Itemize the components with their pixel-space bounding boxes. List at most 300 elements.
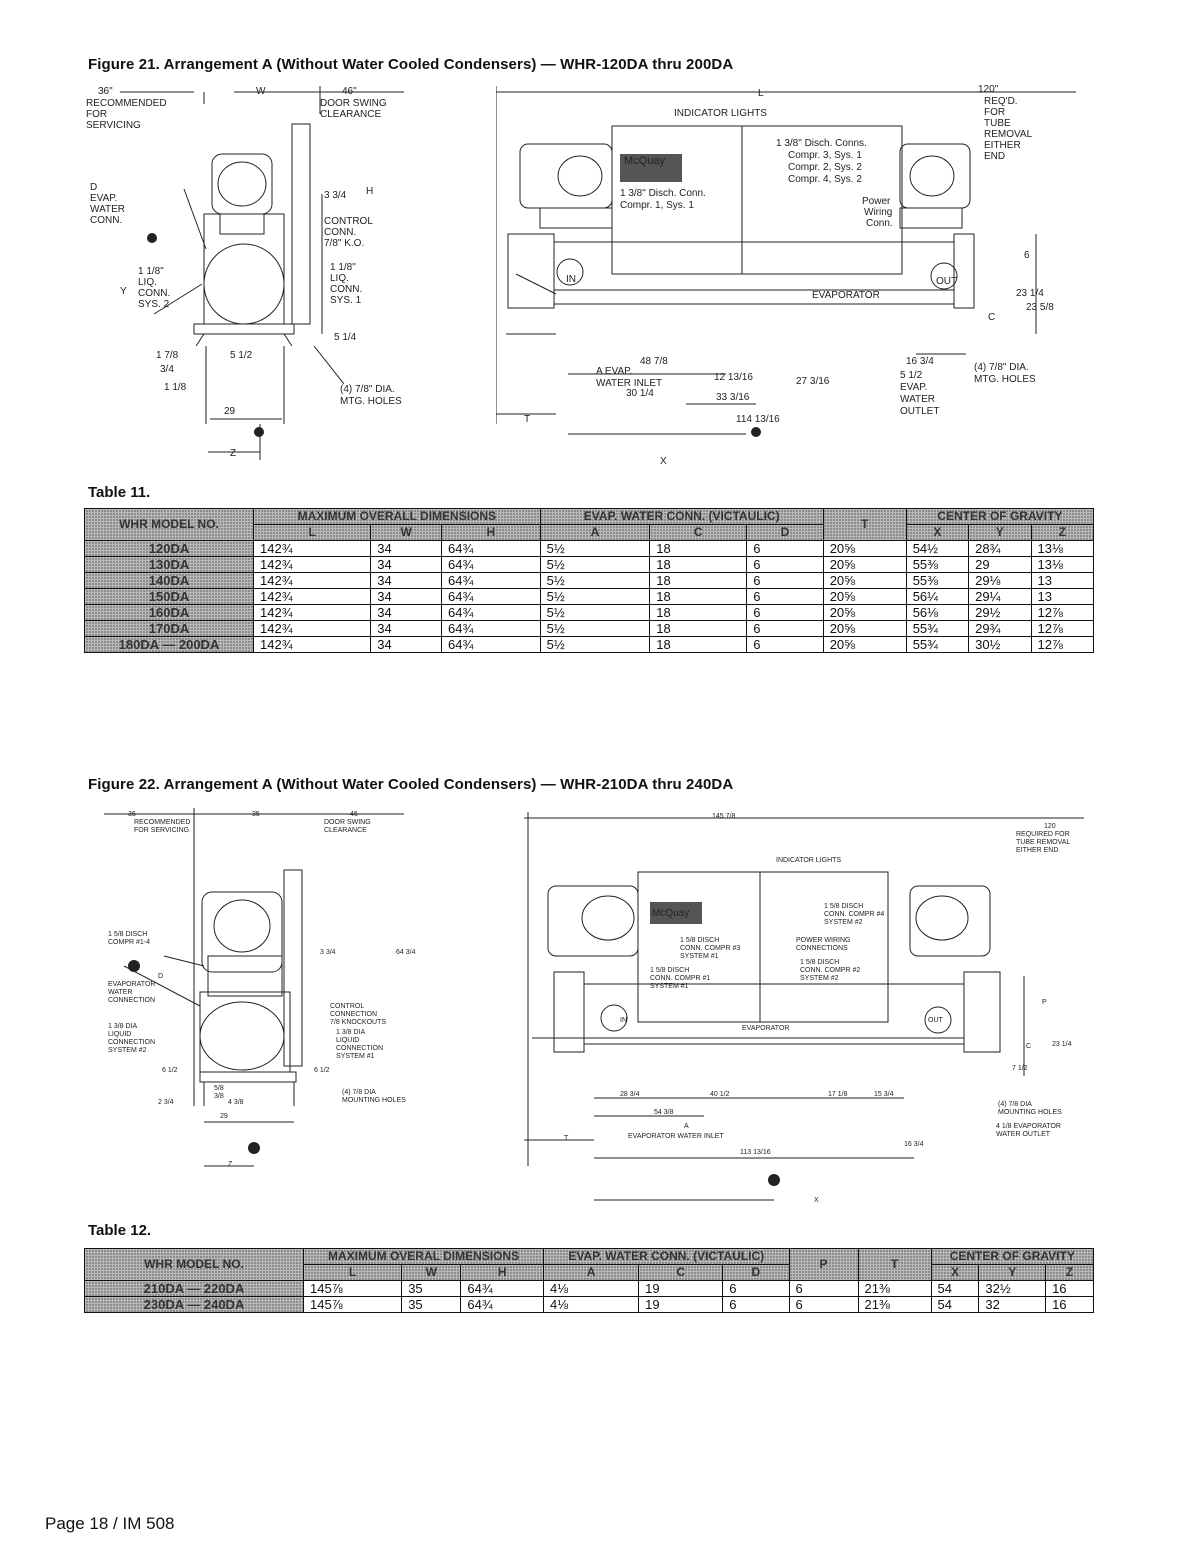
drawing-label: WATER <box>108 989 133 996</box>
drawing-label: SYSTEM #1 <box>680 953 719 960</box>
figure-22-front-view <box>524 806 1108 1206</box>
drawing-label: 1 5/8 DISCH <box>800 959 840 966</box>
drawing-label: McQuay <box>624 155 665 167</box>
drawing-label: CONN. <box>324 227 357 238</box>
drawing-label: MOUNTING HOLES <box>998 1109 1062 1116</box>
cell-a: 5½ <box>540 541 650 557</box>
cell-z: 13⅛ <box>1031 557 1094 573</box>
cell-l: 142¾ <box>254 589 371 605</box>
drawing-label: CONTROL <box>324 216 373 227</box>
cell-w: 35 <box>402 1297 461 1313</box>
drawing-label: 16 3/4 <box>904 1141 924 1148</box>
table11-subheader-z: Z <box>1031 525 1094 541</box>
cell-x: 56¼ <box>906 589 968 605</box>
drawing-label: TUBE <box>984 118 1011 129</box>
table-12 <box>84 1248 1094 1313</box>
table11-subheader-h: H <box>441 525 540 541</box>
table-row <box>85 557 1094 573</box>
drawing-label: MOUNTING HOLES <box>342 1097 406 1104</box>
cell-y: 29⅛ <box>969 573 1031 589</box>
drawing-label: 1 7/8 <box>156 350 179 361</box>
model-cell: 150DA <box>85 589 254 605</box>
cell-y: 29 <box>969 557 1031 573</box>
table-11-header-evap: EVAP. WATER CONN. (VICTAULIC) <box>540 509 823 525</box>
cell-z: 13⅛ <box>1031 541 1094 557</box>
drawing-label: 29 <box>224 406 236 417</box>
cell-z: 12⅞ <box>1031 637 1094 653</box>
table-11-header-cg: CENTER OF GRAVITY <box>906 509 1093 525</box>
cell-d: 6 <box>747 573 823 589</box>
drawing-label: CONNECTION <box>108 997 156 1004</box>
drawing-label: 5/8 <box>214 1085 224 1092</box>
cell-d: 6 <box>747 589 823 605</box>
page-footer: Page 18 / IM 508 <box>45 1514 175 1533</box>
drawing-label: 6 1/2 <box>162 1067 178 1074</box>
drawing-label: SYSTEM #2 <box>824 919 863 926</box>
drawing-label: 17 1/8 <box>828 1091 848 1098</box>
cell-y: 29¼ <box>969 589 1031 605</box>
drawing-label: 29 <box>220 1113 228 1120</box>
drawing-label: T <box>524 414 531 425</box>
cell-w: 34 <box>371 589 442 605</box>
drawing-label: 12 13/16 <box>714 372 753 383</box>
cell-y: 30½ <box>969 637 1031 653</box>
table-row <box>85 1297 1094 1313</box>
cell-z: 13 <box>1031 589 1094 605</box>
drawing-label: 1 1/8" <box>330 262 356 273</box>
drawing-label: 1 3/8 DIA <box>336 1029 366 1036</box>
drawing-label: 36 <box>128 811 136 818</box>
drawing-label: 2 3/4 <box>158 1099 174 1106</box>
cell-a: 5½ <box>540 573 650 589</box>
drawing-label: 6 1/2 <box>314 1067 330 1074</box>
drawing-label: 54 3/8 <box>654 1109 674 1116</box>
drawing-label: 40 1/2 <box>710 1091 730 1098</box>
drawing-label: LIQ. <box>330 273 349 284</box>
cell-x: 55⅜ <box>906 573 968 589</box>
drawing-label: WATER OUTLET <box>996 1131 1051 1138</box>
cell-a: 4⅛ <box>544 1281 639 1297</box>
drawing-label: WATER <box>900 394 935 405</box>
drawing-label: A EVAP. <box>596 366 633 377</box>
table-12-header-evap: EVAP. WATER CONN. (VICTAULIC) <box>544 1249 790 1265</box>
drawing-label: McQuay <box>652 908 690 919</box>
table11-subheader-d: D <box>747 525 823 541</box>
table11-subheader-y: Y <box>969 525 1031 541</box>
drawing-label: CONN. <box>138 288 171 299</box>
drawing-label: CONN. COMPR #3 <box>680 945 741 952</box>
cell-c: 18 <box>650 637 747 653</box>
table-row <box>85 541 1094 557</box>
drawing-label: D <box>158 973 164 980</box>
drawing-label: LIQUID <box>108 1031 132 1038</box>
drawing-label: Compr. 1, Sys. 1 <box>620 200 694 211</box>
table-12-title: Table 12. <box>88 1222 152 1239</box>
drawing-label: 1 5/8 DISCH <box>680 937 720 944</box>
drawing-label: (4) 7/8" DIA. <box>974 362 1029 373</box>
drawing-label: CONNECTION <box>336 1045 384 1052</box>
cell-h: 64¾ <box>441 621 540 637</box>
table-12-header-model: WHR MODEL NO. <box>85 1249 304 1281</box>
drawing-label: OUTLET <box>900 406 940 417</box>
cell-h: 64¾ <box>461 1281 544 1297</box>
figure-21-side-view <box>84 84 444 470</box>
drawing-label: 1 1/8" <box>138 266 164 277</box>
drawing-label: H <box>366 186 374 197</box>
cell-a: 4⅛ <box>544 1297 639 1313</box>
drawing-label: 1 3/8" Disch. Conn. <box>620 188 706 199</box>
table11-subheader-l: L <box>254 525 371 541</box>
drawing-label: POWER WIRING <box>796 937 851 944</box>
drawing-label: 16 3/4 <box>906 356 934 367</box>
drawing-label: 3 3/4 <box>324 190 347 201</box>
cell-d: 6 <box>747 637 823 653</box>
drawing-label: Wiring <box>864 207 893 218</box>
cell-l: 142¾ <box>254 573 371 589</box>
cell-h: 64¾ <box>441 637 540 653</box>
table-11-header-t: T <box>823 509 906 541</box>
drawing-label: EVAPORATOR WATER INLET <box>628 1133 724 1140</box>
cell-y: 29¾ <box>969 621 1031 637</box>
cell-l: 145⅞ <box>304 1281 402 1297</box>
table12-subheader-x: X <box>931 1265 979 1281</box>
table12-subheader-y: Y <box>979 1265 1046 1281</box>
drawing-label: CONN. COMPR #1 <box>650 975 711 982</box>
table12-subheader-c: C <box>639 1265 723 1281</box>
drawing-label: RECOMMENDED <box>86 98 167 109</box>
drawing-label: FOR <box>984 107 1006 118</box>
cell-c: 18 <box>650 541 747 557</box>
drawing-label: SYS. 2 <box>138 299 170 310</box>
table12-subheader-h: H <box>461 1265 544 1281</box>
drawing-label: 1 5/8 DISCH <box>650 967 690 974</box>
cell-l: 142¾ <box>254 637 371 653</box>
drawing-label: FOR SERVICING <box>134 827 190 834</box>
drawing-label: RECOMMENDED <box>134 819 191 826</box>
drawing-label: CONTROL <box>330 1003 365 1010</box>
drawing-label: 1 5/8 DISCH <box>108 931 148 938</box>
cell-d: 6 <box>723 1297 789 1313</box>
drawing-label: 6 <box>1024 250 1030 261</box>
cell-h: 64¾ <box>441 605 540 621</box>
drawing-label: CLEARANCE <box>320 109 382 120</box>
drawing-label: Power <box>862 196 891 207</box>
drawing-label: 15 3/4 <box>874 1091 894 1098</box>
drawing-label: W <box>256 86 266 97</box>
cell-t: 20⅝ <box>823 637 906 653</box>
table12-subheader-d: D <box>723 1265 789 1281</box>
cell-x: 55¾ <box>906 621 968 637</box>
drawing-label: 7/8" K.O. <box>324 238 365 249</box>
drawing-label: OUT <box>928 1017 943 1024</box>
drawing-label: 5 1/2 <box>900 370 923 381</box>
table-row <box>85 1281 1094 1297</box>
drawing-label: SYSTEM #1 <box>650 983 689 990</box>
drawing-label: CONN. COMPR #4 <box>824 911 885 918</box>
cell-l: 142¾ <box>254 605 371 621</box>
table12-subheader-w: W <box>402 1265 461 1281</box>
cell-w: 34 <box>371 541 442 557</box>
cell-h: 64¾ <box>441 589 540 605</box>
drawing-label: COMPR #1-4 <box>108 939 151 946</box>
drawing-label: REQUIRED FOR <box>1016 831 1070 838</box>
drawing-label: 33 3/16 <box>716 392 750 403</box>
cell-y: 32½ <box>979 1281 1046 1297</box>
cell-w: 34 <box>371 557 442 573</box>
table11-subheader-x: X <box>906 525 968 541</box>
drawing-label: LIQ. <box>138 277 157 288</box>
drawing-label: A <box>684 1123 689 1130</box>
drawing-label: X <box>660 456 667 467</box>
table12-subheader-a: A <box>544 1265 639 1281</box>
drawing-label: Z <box>230 448 237 459</box>
cell-t: 20⅝ <box>823 573 906 589</box>
drawing-label: Conn. <box>866 218 893 229</box>
drawing-label: CLEARANCE <box>324 827 367 834</box>
drawing-label: 3/4 <box>160 364 174 375</box>
drawing-label: SYSTEM #1 <box>336 1053 375 1060</box>
cell-a: 5½ <box>540 621 650 637</box>
drawing-label: (4) 7/8 DIA <box>342 1089 376 1096</box>
drawing-label: 7/8 KNOCKOUTS <box>330 1019 387 1026</box>
table-12-header-overall: MAXIMUM OVERAL DIMENSIONS <box>304 1249 544 1265</box>
cell-c: 19 <box>639 1297 723 1313</box>
drawing-label: CONNECTIONS <box>796 945 848 952</box>
model-cell: 160DA <box>85 605 254 621</box>
model-cell: 210DA — 220DA <box>85 1281 304 1297</box>
drawing-label: Z <box>228 1161 233 1168</box>
cell-t: 21⅜ <box>858 1297 931 1313</box>
cell-x: 55⅜ <box>906 557 968 573</box>
drawing-label: INDICATOR LIGHTS <box>674 108 767 119</box>
table-row <box>85 605 1094 621</box>
table11-subheader-c: C <box>650 525 747 541</box>
cell-w: 35 <box>402 1281 461 1297</box>
drawing-label: EITHER <box>984 140 1021 151</box>
drawing-label: 3 3/4 <box>320 949 336 956</box>
cell-c: 18 <box>650 621 747 637</box>
cell-x: 54 <box>931 1281 979 1297</box>
drawing-label: C <box>1026 1043 1032 1050</box>
drawing-label: INDICATOR LIGHTS <box>776 857 842 864</box>
drawing-label: 113 13/16 <box>740 1149 771 1156</box>
table12-subheader-l: L <box>304 1265 402 1281</box>
drawing-label: Compr. 3, Sys. 1 <box>788 150 862 161</box>
cell-l: 142¾ <box>254 541 371 557</box>
drawing-label: 4 3/8 <box>228 1099 244 1106</box>
drawing-label: 120 <box>1044 823 1056 830</box>
drawing-label: 1 3/8 DIA <box>108 1023 138 1030</box>
cell-t: 20⅝ <box>823 557 906 573</box>
cell-z: 16 <box>1046 1281 1094 1297</box>
model-cell: 230DA — 240DA <box>85 1297 304 1313</box>
cell-l: 142¾ <box>254 621 371 637</box>
table-row <box>85 637 1094 653</box>
drawing-label: 114 13/16 <box>736 414 780 425</box>
cell-a: 5½ <box>540 557 650 573</box>
cell-x: 54½ <box>906 541 968 557</box>
drawing-label: 64 3/4 <box>396 949 416 956</box>
cell-c: 18 <box>650 557 747 573</box>
model-cell: 170DA <box>85 621 254 637</box>
drawing-label: CONN. <box>330 284 363 295</box>
drawing-label: CONN. COMPR #2 <box>800 967 861 974</box>
drawing-label: TUBE REMOVAL <box>1016 839 1071 846</box>
drawing-label: (4) 7/8 DIA <box>998 1101 1032 1108</box>
drawing-label: MTG. HOLES <box>340 396 402 407</box>
table-11-title: Table 11. <box>88 484 151 501</box>
drawing-label: SYSTEM #2 <box>108 1047 147 1054</box>
table-12-header-t: T <box>858 1249 931 1281</box>
drawing-label: SYS. 1 <box>330 295 362 306</box>
drawing-label: CONNECTION <box>108 1039 156 1046</box>
drawing-label: LIQUID <box>336 1037 360 1044</box>
table-11-header-model: WHR MODEL NO. <box>85 509 254 541</box>
cell-p: 6 <box>789 1281 858 1297</box>
cell-d: 6 <box>747 541 823 557</box>
cell-d: 6 <box>747 621 823 637</box>
drawing-label: 1 5/8 DISCH <box>824 903 864 910</box>
drawing-label: 4 1/8 EVAPORATOR <box>996 1123 1061 1130</box>
cell-t: 21⅜ <box>858 1281 931 1297</box>
drawing-label: 27 3/16 <box>796 376 830 387</box>
drawing-label: EVAPORATOR <box>742 1025 790 1032</box>
drawing-label: EVAPORATOR <box>108 981 156 988</box>
cell-h: 64¾ <box>441 573 540 589</box>
cell-t: 20⅝ <box>823 621 906 637</box>
drawing-label: WATER INLET <box>596 378 663 389</box>
cell-l: 142¾ <box>254 557 371 573</box>
cell-h: 64¾ <box>461 1297 544 1313</box>
cell-y: 28¾ <box>969 541 1031 557</box>
cell-p: 6 <box>789 1297 858 1313</box>
table11-subheader-a: A <box>540 525 650 541</box>
drawing-label: END <box>984 151 1006 162</box>
drawing-label: IN <box>566 274 576 285</box>
drawing-label: Compr. 4, Sys. 2 <box>788 174 862 185</box>
figure-22-title: Figure 22. Arrangement A (Without Water Cooled Condensers) — WHR-210DA thru 240DA <box>88 776 734 793</box>
figure-21-title: Figure 21. Arrangement A (Without Water Cooled Condensers) — WHR-120DA thru 200DA <box>88 56 734 73</box>
drawing-label: DOOR SWING <box>324 819 371 826</box>
cell-h: 64¾ <box>441 557 540 573</box>
cell-z: 16 <box>1046 1297 1094 1313</box>
drawing-label: 120" <box>978 84 999 95</box>
drawing-label: 36" <box>98 86 113 97</box>
drawing-label: OUT <box>936 276 958 287</box>
drawing-label: 5 1/2 <box>230 350 253 361</box>
drawing-label: 48 7/8 <box>640 356 668 367</box>
cell-c: 18 <box>650 589 747 605</box>
table-row <box>85 589 1094 605</box>
drawing-label: 1 3/8" Disch. Conns. <box>776 138 867 149</box>
model-cell: 180DA — 200DA <box>85 637 254 653</box>
table12-subheader-z: Z <box>1046 1265 1094 1281</box>
model-cell: 130DA <box>85 557 254 573</box>
cell-d: 6 <box>723 1281 789 1297</box>
drawing-label: (4) 7/8" DIA. <box>340 384 395 395</box>
drawing-label: EVAP. <box>900 382 928 393</box>
figure-21-front-view <box>496 84 1076 470</box>
drawing-label: L <box>758 88 764 99</box>
cell-h: 64¾ <box>441 541 540 557</box>
drawing-label: EVAPORATOR <box>812 290 880 301</box>
table-12-header-cg: CENTER OF GRAVITY <box>931 1249 1093 1265</box>
cell-w: 34 <box>371 637 442 653</box>
cell-c: 18 <box>650 573 747 589</box>
drawing-label: 28 3/4 <box>620 1091 640 1098</box>
cell-w: 34 <box>371 573 442 589</box>
drawing-label: 35 <box>252 811 260 818</box>
cell-a: 5½ <box>540 589 650 605</box>
table-12-header-p: P <box>789 1249 858 1281</box>
cell-a: 5½ <box>540 605 650 621</box>
table11-subheader-w: W <box>371 525 442 541</box>
cell-x: 56⅛ <box>906 605 968 621</box>
drawing-label: REMOVAL <box>984 129 1033 140</box>
cell-c: 19 <box>639 1281 723 1297</box>
drawing-label: Y <box>120 286 127 297</box>
drawing-label: T <box>564 1135 569 1142</box>
table-row <box>85 573 1094 589</box>
drawing-label: C <box>988 312 996 323</box>
model-cell: 120DA <box>85 541 254 557</box>
cell-t: 20⅝ <box>823 589 906 605</box>
drawing-label: 46 <box>350 811 358 818</box>
drawing-label: CONN. <box>90 215 123 226</box>
drawing-label: P <box>1042 999 1047 1006</box>
cell-y: 32 <box>979 1297 1046 1313</box>
drawing-label: X <box>814 1197 819 1204</box>
cell-c: 18 <box>650 605 747 621</box>
drawing-label: WATER <box>90 204 125 215</box>
drawing-label: Compr. 2, Sys. 2 <box>788 162 862 173</box>
table-11 <box>84 508 1094 653</box>
drawing-label: 23 1/4 <box>1052 1041 1072 1048</box>
drawing-label: D <box>90 182 98 193</box>
drawing-label: CONNECTION <box>330 1011 378 1018</box>
figure-22-side-view <box>104 806 434 1178</box>
drawing-label: EVAP. <box>90 193 118 204</box>
cell-a: 5½ <box>540 637 650 653</box>
drawing-label: MTG. HOLES <box>974 374 1036 385</box>
table-11-header-overall: MAXIMUM OVERALL DIMENSIONS <box>254 509 541 525</box>
drawing-label: IN <box>620 1017 627 1024</box>
cell-w: 34 <box>371 605 442 621</box>
drawing-label: 23 1/4 <box>1016 288 1044 299</box>
table-row <box>85 621 1094 637</box>
drawing-label: REQ'D. <box>984 96 1018 107</box>
drawing-label: 46" <box>342 86 357 97</box>
cell-l: 145⅞ <box>304 1297 402 1313</box>
cell-t: 20⅝ <box>823 605 906 621</box>
cell-z: 12⅞ <box>1031 605 1094 621</box>
cell-x: 54 <box>931 1297 979 1313</box>
drawing-label: 1 1/8 <box>164 382 187 393</box>
drawing-label: FOR <box>86 109 108 120</box>
cell-d: 6 <box>747 557 823 573</box>
drawing-label: 30 1/4 <box>626 388 654 399</box>
drawing-label: EITHER END <box>1016 847 1059 854</box>
cell-x: 55¾ <box>906 637 968 653</box>
cell-z: 13 <box>1031 573 1094 589</box>
cell-d: 6 <box>747 605 823 621</box>
drawing-label: 145 7/8 <box>712 813 736 820</box>
model-cell: 140DA <box>85 573 254 589</box>
drawing-label: SERVICING <box>86 120 141 131</box>
cell-t: 20⅝ <box>823 541 906 557</box>
drawing-label: 23 5/8 <box>1026 302 1054 313</box>
drawing-label: 3/8 <box>214 1093 224 1100</box>
